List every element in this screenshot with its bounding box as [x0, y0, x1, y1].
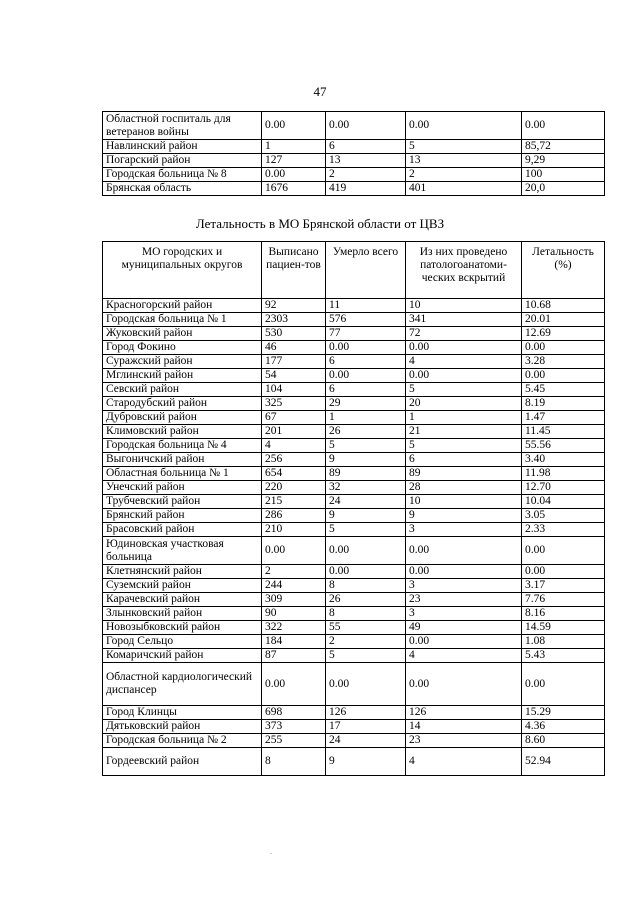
- mortality-cell: 0.00: [522, 663, 605, 706]
- died-cell: 29: [326, 397, 406, 411]
- mortality-cell: 11.45: [522, 425, 605, 439]
- mortality-cell: 15.29: [522, 706, 605, 720]
- died-cell: 576: [326, 313, 406, 327]
- mortality-cell: 20.01: [522, 313, 605, 327]
- discharged-cell: 177: [262, 355, 326, 369]
- table-row: [103, 495, 605, 509]
- mortality-cell: 100: [522, 168, 605, 182]
- mortality-cell: 1.47: [522, 411, 605, 425]
- mortality-cell: 12.70: [522, 481, 605, 495]
- table-row: [103, 720, 605, 734]
- died-cell: 9: [326, 453, 406, 467]
- row-name-cell: Красногорский район: [103, 299, 262, 313]
- died-cell: 6: [326, 383, 406, 397]
- row-name-cell: Юдиновская участковая больница: [103, 537, 262, 565]
- autopsies-cell: 0.00: [406, 537, 522, 565]
- mortality-cell: 10.04: [522, 495, 605, 509]
- discharged-cell: 201: [262, 425, 326, 439]
- autopsies-cell: 5: [406, 439, 522, 453]
- mortality-cell: 1.08: [522, 635, 605, 649]
- mortality-cell: 0.00: [522, 112, 605, 140]
- mortality-cell: 3.17: [522, 579, 605, 593]
- died-cell: 0.00: [326, 112, 406, 140]
- died-cell: 0.00: [326, 341, 406, 355]
- row-name-cell: Карачевский район: [103, 593, 262, 607]
- died-cell: 8: [326, 579, 406, 593]
- table-header-row: [103, 242, 605, 299]
- table-row: [103, 748, 605, 776]
- table-row: [103, 327, 605, 341]
- header-autopsies: Из них проведено патологоанатоми-ческих вскрытий: [406, 242, 522, 299]
- autopsies-cell: 20: [406, 397, 522, 411]
- discharged-cell: 309: [262, 593, 326, 607]
- died-cell: 5: [326, 439, 406, 453]
- autopsies-cell: 4: [406, 748, 522, 776]
- discharged-cell: 244: [262, 579, 326, 593]
- discharged-cell: 104: [262, 383, 326, 397]
- row-name-cell: Областной кардиологический диспансер: [103, 663, 262, 706]
- mortality-cell: 5.45: [522, 383, 605, 397]
- autopsies-cell: 5: [406, 140, 522, 154]
- page-number: 47: [313, 84, 327, 99]
- mortality-cell: 0.00: [522, 341, 605, 355]
- mortality-cell: 55.56: [522, 439, 605, 453]
- autopsies-cell: 10: [406, 299, 522, 313]
- row-name-cell: Городская больница № 8: [103, 168, 262, 182]
- autopsies-cell: 0.00: [406, 341, 522, 355]
- row-name-cell: Стародубский район: [103, 397, 262, 411]
- died-cell: 9: [326, 509, 406, 523]
- discharged-cell: 87: [262, 649, 326, 663]
- autopsies-cell: 5: [406, 383, 522, 397]
- mortality-cell: 2.33: [522, 523, 605, 537]
- autopsies-cell: 341: [406, 313, 522, 327]
- discharged-cell: 530: [262, 327, 326, 341]
- autopsies-cell: 0.00: [406, 112, 522, 140]
- table-row: [103, 706, 605, 720]
- discharged-cell: 127: [262, 154, 326, 168]
- discharged-cell: 220: [262, 481, 326, 495]
- table-row: [103, 154, 605, 168]
- discharged-cell: 1676: [262, 182, 326, 196]
- row-name-cell: Областная больница № 1: [103, 467, 262, 481]
- discharged-cell: 654: [262, 467, 326, 481]
- mortality-cell: 0.00: [522, 537, 605, 565]
- autopsies-cell: 72: [406, 327, 522, 341]
- table-row: [103, 341, 605, 355]
- died-cell: 9: [326, 748, 406, 776]
- discharged-cell: 210: [262, 523, 326, 537]
- discharged-cell: 0.00: [262, 537, 326, 565]
- row-name-cell: Городская больница № 2: [103, 734, 262, 748]
- autopsies-cell: 9: [406, 509, 522, 523]
- table-row: [103, 467, 605, 481]
- autopsies-cell: 0.00: [406, 369, 522, 383]
- row-name-cell: Погарский район: [103, 154, 262, 168]
- row-name-cell: Комаричский район: [103, 649, 262, 663]
- table-row: [103, 439, 605, 453]
- mortality-table-continued: [102, 111, 605, 196]
- died-cell: 0.00: [326, 537, 406, 565]
- row-name-cell: Выгоничский район: [103, 453, 262, 467]
- table-row: [103, 383, 605, 397]
- mortality-cell: 10.68: [522, 299, 605, 313]
- row-name-cell: Трубчевский район: [103, 495, 262, 509]
- row-name-cell: Жуковский район: [103, 327, 262, 341]
- mortality-cell: 7.76: [522, 593, 605, 607]
- died-cell: 2: [326, 635, 406, 649]
- discharged-cell: 46: [262, 341, 326, 355]
- died-cell: 126: [326, 706, 406, 720]
- row-name-cell: Брасовский район: [103, 523, 262, 537]
- table-row: [103, 481, 605, 495]
- discharged-cell: 373: [262, 720, 326, 734]
- discharged-cell: 90: [262, 607, 326, 621]
- row-name-cell: Севский район: [103, 383, 262, 397]
- autopsies-cell: 2: [406, 168, 522, 182]
- row-name-cell: Город Фокино: [103, 341, 262, 355]
- table-row: [103, 313, 605, 327]
- header-discharged: Выписано пациен-тов: [262, 242, 326, 299]
- autopsies-cell: 89: [406, 467, 522, 481]
- mortality-cell: 11.98: [522, 467, 605, 481]
- table-row: [103, 523, 605, 537]
- table-row: [103, 168, 605, 182]
- table-row: [103, 621, 605, 635]
- discharged-cell: 698: [262, 706, 326, 720]
- autopsies-cell: 10: [406, 495, 522, 509]
- autopsies-cell: 4: [406, 649, 522, 663]
- died-cell: 24: [326, 495, 406, 509]
- died-cell: 419: [326, 182, 406, 196]
- autopsies-cell: 21: [406, 425, 522, 439]
- died-cell: 1: [326, 411, 406, 425]
- died-cell: 5: [326, 649, 406, 663]
- died-cell: 8: [326, 607, 406, 621]
- autopsies-cell: 6: [406, 453, 522, 467]
- autopsies-cell: 49: [406, 621, 522, 635]
- discharged-cell: 8: [262, 748, 326, 776]
- died-cell: 17: [326, 720, 406, 734]
- table-row: [103, 453, 605, 467]
- mortality-cell: 4.36: [522, 720, 605, 734]
- row-name-cell: Новозыбковский район: [103, 621, 262, 635]
- table-caption: Летальность в МО Брянской области от ЦВЗ: [195, 216, 445, 231]
- table-row: [103, 112, 605, 140]
- autopsies-cell: 1: [406, 411, 522, 425]
- autopsies-cell: 3: [406, 579, 522, 593]
- row-name-cell: Навлинский район: [103, 140, 262, 154]
- table-row: [103, 397, 605, 411]
- autopsies-cell: 13: [406, 154, 522, 168]
- table-row: [103, 734, 605, 748]
- autopsies-cell: 4: [406, 355, 522, 369]
- table-row: [103, 593, 605, 607]
- table-row: [103, 607, 605, 621]
- mortality-cell: 8.60: [522, 734, 605, 748]
- mortality-cell: 9,29: [522, 154, 605, 168]
- died-cell: 55: [326, 621, 406, 635]
- discharged-cell: 54: [262, 369, 326, 383]
- mortality-cell: 85,72: [522, 140, 605, 154]
- autopsies-cell: 28: [406, 481, 522, 495]
- row-name-cell: Город Сельцо: [103, 635, 262, 649]
- autopsies-cell: 3: [406, 523, 522, 537]
- discharged-cell: 0.00: [262, 663, 326, 706]
- row-name-cell: Суземский район: [103, 579, 262, 593]
- mortality-cell: 20,0: [522, 182, 605, 196]
- died-cell: 32: [326, 481, 406, 495]
- mortality-cell: 3.28: [522, 355, 605, 369]
- died-cell: 0.00: [326, 565, 406, 579]
- table-row: [103, 411, 605, 425]
- died-cell: 11: [326, 299, 406, 313]
- table-row: [103, 182, 605, 196]
- table-row: [103, 425, 605, 439]
- discharged-cell: 184: [262, 635, 326, 649]
- table-row: [103, 299, 605, 313]
- autopsies-cell: 126: [406, 706, 522, 720]
- discharged-cell: 325: [262, 397, 326, 411]
- row-name-cell: Город Клинцы: [103, 706, 262, 720]
- discharged-cell: 67: [262, 411, 326, 425]
- row-name-cell: Брянский район: [103, 509, 262, 523]
- table-row: [103, 140, 605, 154]
- died-cell: 77: [326, 327, 406, 341]
- autopsies-cell: 401: [406, 182, 522, 196]
- mortality-cell: 3.05: [522, 509, 605, 523]
- table-row: [103, 579, 605, 593]
- mortality-cell: 8.16: [522, 607, 605, 621]
- row-name-cell: Гордеевский район: [103, 748, 262, 776]
- discharged-cell: 2303: [262, 313, 326, 327]
- discharged-cell: 256: [262, 453, 326, 467]
- mortality-cell: 3.40: [522, 453, 605, 467]
- discharged-cell: 92: [262, 299, 326, 313]
- discharged-cell: 286: [262, 509, 326, 523]
- died-cell: 6: [326, 355, 406, 369]
- row-name-cell: Городская больница № 4: [103, 439, 262, 453]
- table-row: [103, 635, 605, 649]
- mortality-table: [102, 241, 605, 776]
- table-row: [103, 565, 605, 579]
- table-row: [103, 509, 605, 523]
- table-row: [103, 649, 605, 663]
- autopsies-cell: 23: [406, 593, 522, 607]
- autopsies-cell: 3: [406, 607, 522, 621]
- row-name-cell: Дятьковский район: [103, 720, 262, 734]
- autopsies-cell: 0.00: [406, 663, 522, 706]
- row-name-cell: Злынковский район: [103, 607, 262, 621]
- table-row: [103, 355, 605, 369]
- died-cell: 26: [326, 593, 406, 607]
- discharged-cell: 322: [262, 621, 326, 635]
- row-name-cell: Мглинский район: [103, 369, 262, 383]
- scan-mark: .: [270, 846, 273, 856]
- autopsies-cell: 23: [406, 734, 522, 748]
- died-cell: 13: [326, 154, 406, 168]
- mortality-cell: 0.00: [522, 369, 605, 383]
- row-name-cell: Климовский район: [103, 425, 262, 439]
- row-name-cell: Брянская область: [103, 182, 262, 196]
- died-cell: 5: [326, 523, 406, 537]
- discharged-cell: 1: [262, 140, 326, 154]
- table-row: [103, 663, 605, 706]
- mortality-cell: 12.69: [522, 327, 605, 341]
- row-name-cell: Клетнянский район: [103, 565, 262, 579]
- discharged-cell: 255: [262, 734, 326, 748]
- discharged-cell: 0.00: [262, 112, 326, 140]
- died-cell: 24: [326, 734, 406, 748]
- row-name-cell: Областной госпиталь для ветеранов войны: [103, 112, 262, 140]
- autopsies-cell: 14: [406, 720, 522, 734]
- header-organization: МО городских и муниципальных округов: [103, 242, 262, 299]
- mortality-cell: 14.59: [522, 621, 605, 635]
- died-cell: 2: [326, 168, 406, 182]
- mortality-cell: 5.43: [522, 649, 605, 663]
- discharged-cell: 0.00: [262, 168, 326, 182]
- mortality-cell: 0.00: [522, 565, 605, 579]
- died-cell: 26: [326, 425, 406, 439]
- row-name-cell: Унечский район: [103, 481, 262, 495]
- discharged-cell: 215: [262, 495, 326, 509]
- autopsies-cell: 0.00: [406, 635, 522, 649]
- mortality-cell: 8.19: [522, 397, 605, 411]
- discharged-cell: 2: [262, 565, 326, 579]
- autopsies-cell: 0.00: [406, 565, 522, 579]
- died-cell: 0.00: [326, 369, 406, 383]
- died-cell: 0.00: [326, 663, 406, 706]
- discharged-cell: 4: [262, 439, 326, 453]
- died-cell: 89: [326, 467, 406, 481]
- table-row: [103, 537, 605, 565]
- header-died: Умерло всего: [326, 242, 406, 299]
- header-mortality: Летальность (%): [522, 242, 605, 299]
- mortality-cell: 52.94: [522, 748, 605, 776]
- row-name-cell: Дубровский район: [103, 411, 262, 425]
- row-name-cell: Суражский район: [103, 355, 262, 369]
- table-row: [103, 369, 605, 383]
- died-cell: 6: [326, 140, 406, 154]
- row-name-cell: Городская больница № 1: [103, 313, 262, 327]
